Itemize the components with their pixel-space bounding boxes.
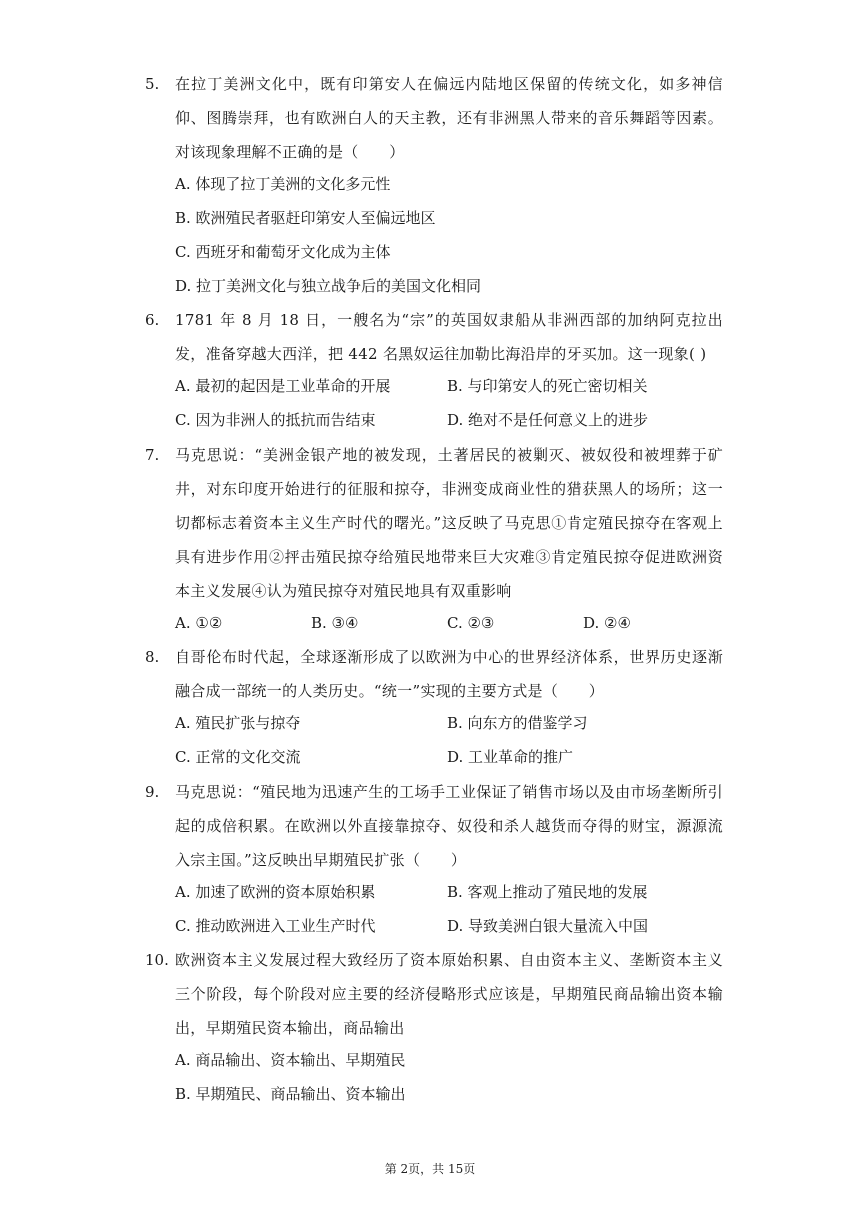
option-d: D. 导致美洲白银大量流入中国 — [447, 917, 649, 935]
question-number: 5. — [145, 75, 160, 93]
question-stem: 1781 年 8 月 18 日，一艘名为“宗”的英国奴隶船从非洲西部的加纳阿克拉出发，准备穿越大西洋，把 442 名黑奴运往加勒比海沿岸的牙买加。这一现象( ) — [175, 311, 723, 363]
option-c: C. 正常的文化交流 — [175, 748, 301, 766]
option-c: C. 推动欧洲进入工业生产时代 — [175, 917, 376, 935]
option-b: B. 早期殖民、商品输出、资本输出 — [175, 1085, 406, 1103]
option-a: A. ①② — [175, 614, 223, 632]
option-a: A. 加速了欧洲的资本原始积累 — [175, 883, 376, 901]
question-stem: 马克思说：“殖民地为迅速产生的工场手工业保证了销售市场以及由市场垄断所引起的成倍积累。在欧洲以外直接靠掠夺、奴役和杀人越货而夺得的财宝，源源流入宗主国。”这反映出早期殖民扩张（ ） — [175, 783, 723, 869]
option-c: C. 因为非洲人的抵抗而告结束 — [175, 411, 376, 429]
option-b: B. 与印第安人的死亡密切相关 — [447, 377, 648, 395]
option-d: D. 拉丁美洲文化与独立战争后的美国文化相同 — [175, 277, 482, 295]
option-d: D. ②④ — [583, 614, 631, 632]
question-stem: 欧洲资本主义发展过程大致经历了资本原始积累、自由资本主义、垄断资本主义三个阶段，每个阶段对应主要的经济侵略形式应该是，早期殖民商品输出资本输出，早期殖民资本输出，商品输出 — [175, 951, 723, 1037]
option-a: A. 最初的起因是工业革命的开展 — [175, 377, 391, 395]
question-stem: 在拉丁美洲文化中，既有印第安人在偏远内陆地区保留的传统文化，如多神信仰、图腾崇拜，也有欧洲白人的天主教，还有非洲黑人带来的音乐舞蹈等因素。对该现象理解不正确的是（ ） — [175, 75, 723, 161]
question-stem: 马克思说：“美洲金银产地的被发现，土著居民的被剿灭、被奴役和被埋葬于矿井，对东印度开始进行的征服和掠夺，非洲变成商业性的猎获黑人的场所；这一切都标志着资本主义生产时代的曙光。”这反映了马克思①肯定殖民掠夺在客观上具有进步作用②抨击殖民掠夺给殖民地带来巨大灾难③肯定殖民掠夺促进欧洲资本主义发展④认为殖民掠夺对殖民地具有双重影响 — [175, 446, 723, 600]
option-a: A. 体现了拉丁美洲的文化多元性 — [175, 175, 391, 193]
question-number: 10. — [145, 951, 169, 969]
page-footer: 第 2页，共 15页 — [384, 1162, 476, 1176]
question-stem: 自哥伦布时代起，全球逐渐形成了以欧洲为中心的世界经济体系，世界历史逐渐融合成一部统一的人类历史。“统一”实现的主要方式是（ ） — [175, 648, 723, 700]
option-a: A. 商品输出、资本输出、早期殖民 — [175, 1051, 406, 1069]
option-b: B. 客观上推动了殖民地的发展 — [447, 883, 648, 901]
option-a: A. 殖民扩张与掠夺 — [175, 714, 301, 732]
question-number: 8. — [145, 648, 160, 666]
question-number: 6. — [145, 311, 160, 329]
option-b: B. 向东方的借鉴学习 — [447, 714, 588, 732]
option-c: C. 西班牙和葡萄牙文化成为主体 — [175, 243, 391, 261]
option-d: D. 工业革命的推广 — [447, 748, 574, 766]
question-number: 9. — [145, 783, 160, 801]
question-number: 7. — [145, 446, 160, 464]
option-c: C. ②③ — [447, 614, 495, 632]
option-b: B. 欧洲殖民者驱赶印第安人至偏远地区 — [175, 209, 436, 227]
option-b: B. ③④ — [311, 614, 359, 632]
option-d: D. 绝对不是任何意义上的进步 — [447, 411, 649, 429]
